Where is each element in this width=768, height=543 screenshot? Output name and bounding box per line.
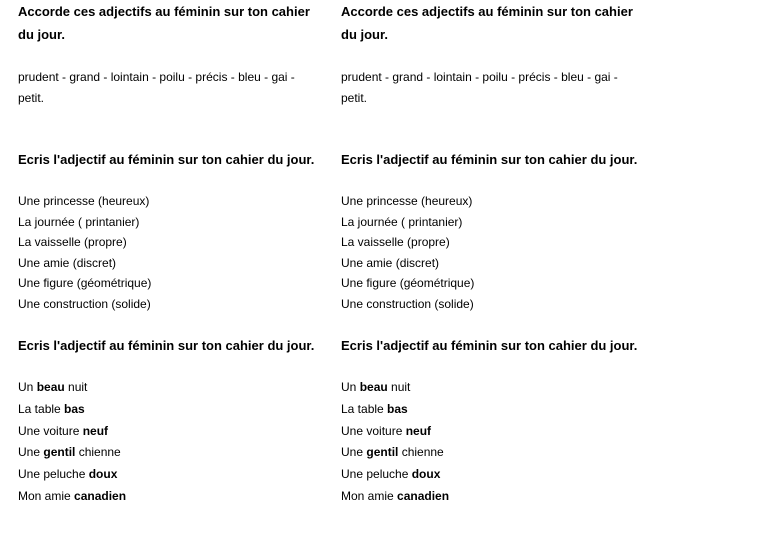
exercise3-title: Ecris l'adjectif au féminin sur ton cahier du jour. xyxy=(18,338,315,353)
item-adjective: doux xyxy=(411,467,441,482)
list-item xyxy=(341,442,449,464)
list-item: La journée ( printanier) xyxy=(18,214,140,229)
exercise3-list xyxy=(341,377,449,508)
item-prefix: Une xyxy=(341,445,367,460)
item-suffix: chienne xyxy=(75,445,121,460)
exercise1-title: Accorde ces adjectifs au féminin sur ton cahier du jour. xyxy=(18,4,310,42)
item-prefix: La table xyxy=(341,401,388,416)
exercise1-adjectives: prudent - grand - lointain - poilu - précis - bleu - gai - petit. xyxy=(341,70,618,105)
exercise1-title: Accorde ces adjectifs au féminin sur ton cahier du jour. xyxy=(341,4,633,42)
item-prefix: Une voiture xyxy=(18,423,83,438)
list-item xyxy=(18,486,126,508)
list-item: Une amie (discret) xyxy=(18,255,117,270)
item-adjective: neuf xyxy=(82,423,109,438)
exercise2-title: Ecris l'adjectif au féminin sur ton cahier du jour. xyxy=(18,152,315,167)
list-item: Une construction (solide) xyxy=(18,296,151,311)
item-adjective: bas xyxy=(387,401,408,416)
item-suffix: nuit xyxy=(64,380,88,394)
exercise2-list xyxy=(18,191,151,314)
list-item: Une construction (solide) xyxy=(341,296,474,311)
list-item xyxy=(341,486,449,508)
list-item: Une figure (géométrique) xyxy=(341,276,475,290)
list-item xyxy=(18,464,126,486)
exercise2-title: Ecris l'adjectif au féminin sur ton cahier du jour. xyxy=(341,152,638,167)
list-item xyxy=(18,421,126,443)
item-prefix: Une xyxy=(18,445,44,460)
item-adjective: neuf xyxy=(405,423,432,438)
list-item: Une amie (discret) xyxy=(341,255,440,270)
list-item xyxy=(341,399,449,421)
list-item: La journée ( printanier) xyxy=(341,214,463,229)
item-prefix: Une peluche xyxy=(341,467,412,482)
list-item: La vaisselle (propre) xyxy=(341,235,450,249)
item-suffix: chienne xyxy=(398,445,444,460)
list-item: Une princesse (heureux) xyxy=(18,194,150,208)
exercise2-list xyxy=(341,191,474,314)
item-adjective: beau xyxy=(359,380,388,394)
item-prefix: Un xyxy=(18,380,37,394)
item-adjective: canadien xyxy=(74,488,127,503)
item-prefix: Une voiture xyxy=(341,423,406,438)
item-prefix: Mon amie xyxy=(18,488,75,503)
exercise3-list xyxy=(18,377,126,508)
item-adjective: gentil xyxy=(43,445,76,460)
list-item xyxy=(341,464,449,486)
exercise1-adjectives: prudent - grand - lointain - poilu - précis - bleu - gai - petit. xyxy=(18,70,295,105)
item-adjective: canadien xyxy=(397,488,450,503)
list-item xyxy=(341,377,449,399)
list-item xyxy=(341,421,449,443)
item-adjective: bas xyxy=(64,401,85,416)
list-item xyxy=(18,399,126,421)
item-prefix: La table xyxy=(18,401,65,416)
item-adjective: gentil xyxy=(366,445,399,460)
exercise3-title: Ecris l'adjectif au féminin sur ton cahier du jour. xyxy=(341,338,638,353)
list-item: La vaisselle (propre) xyxy=(18,235,127,249)
item-prefix: Une peluche xyxy=(18,467,89,482)
item-adjective: doux xyxy=(88,467,118,482)
item-suffix: nuit xyxy=(387,380,411,394)
item-prefix: Mon amie xyxy=(341,488,398,503)
item-adjective: beau xyxy=(36,380,65,394)
list-item xyxy=(18,377,126,399)
list-item: Une princesse (heureux) xyxy=(341,194,473,208)
item-prefix: Un xyxy=(341,380,360,394)
list-item: Une figure (géométrique) xyxy=(18,276,152,290)
list-item xyxy=(18,442,126,464)
